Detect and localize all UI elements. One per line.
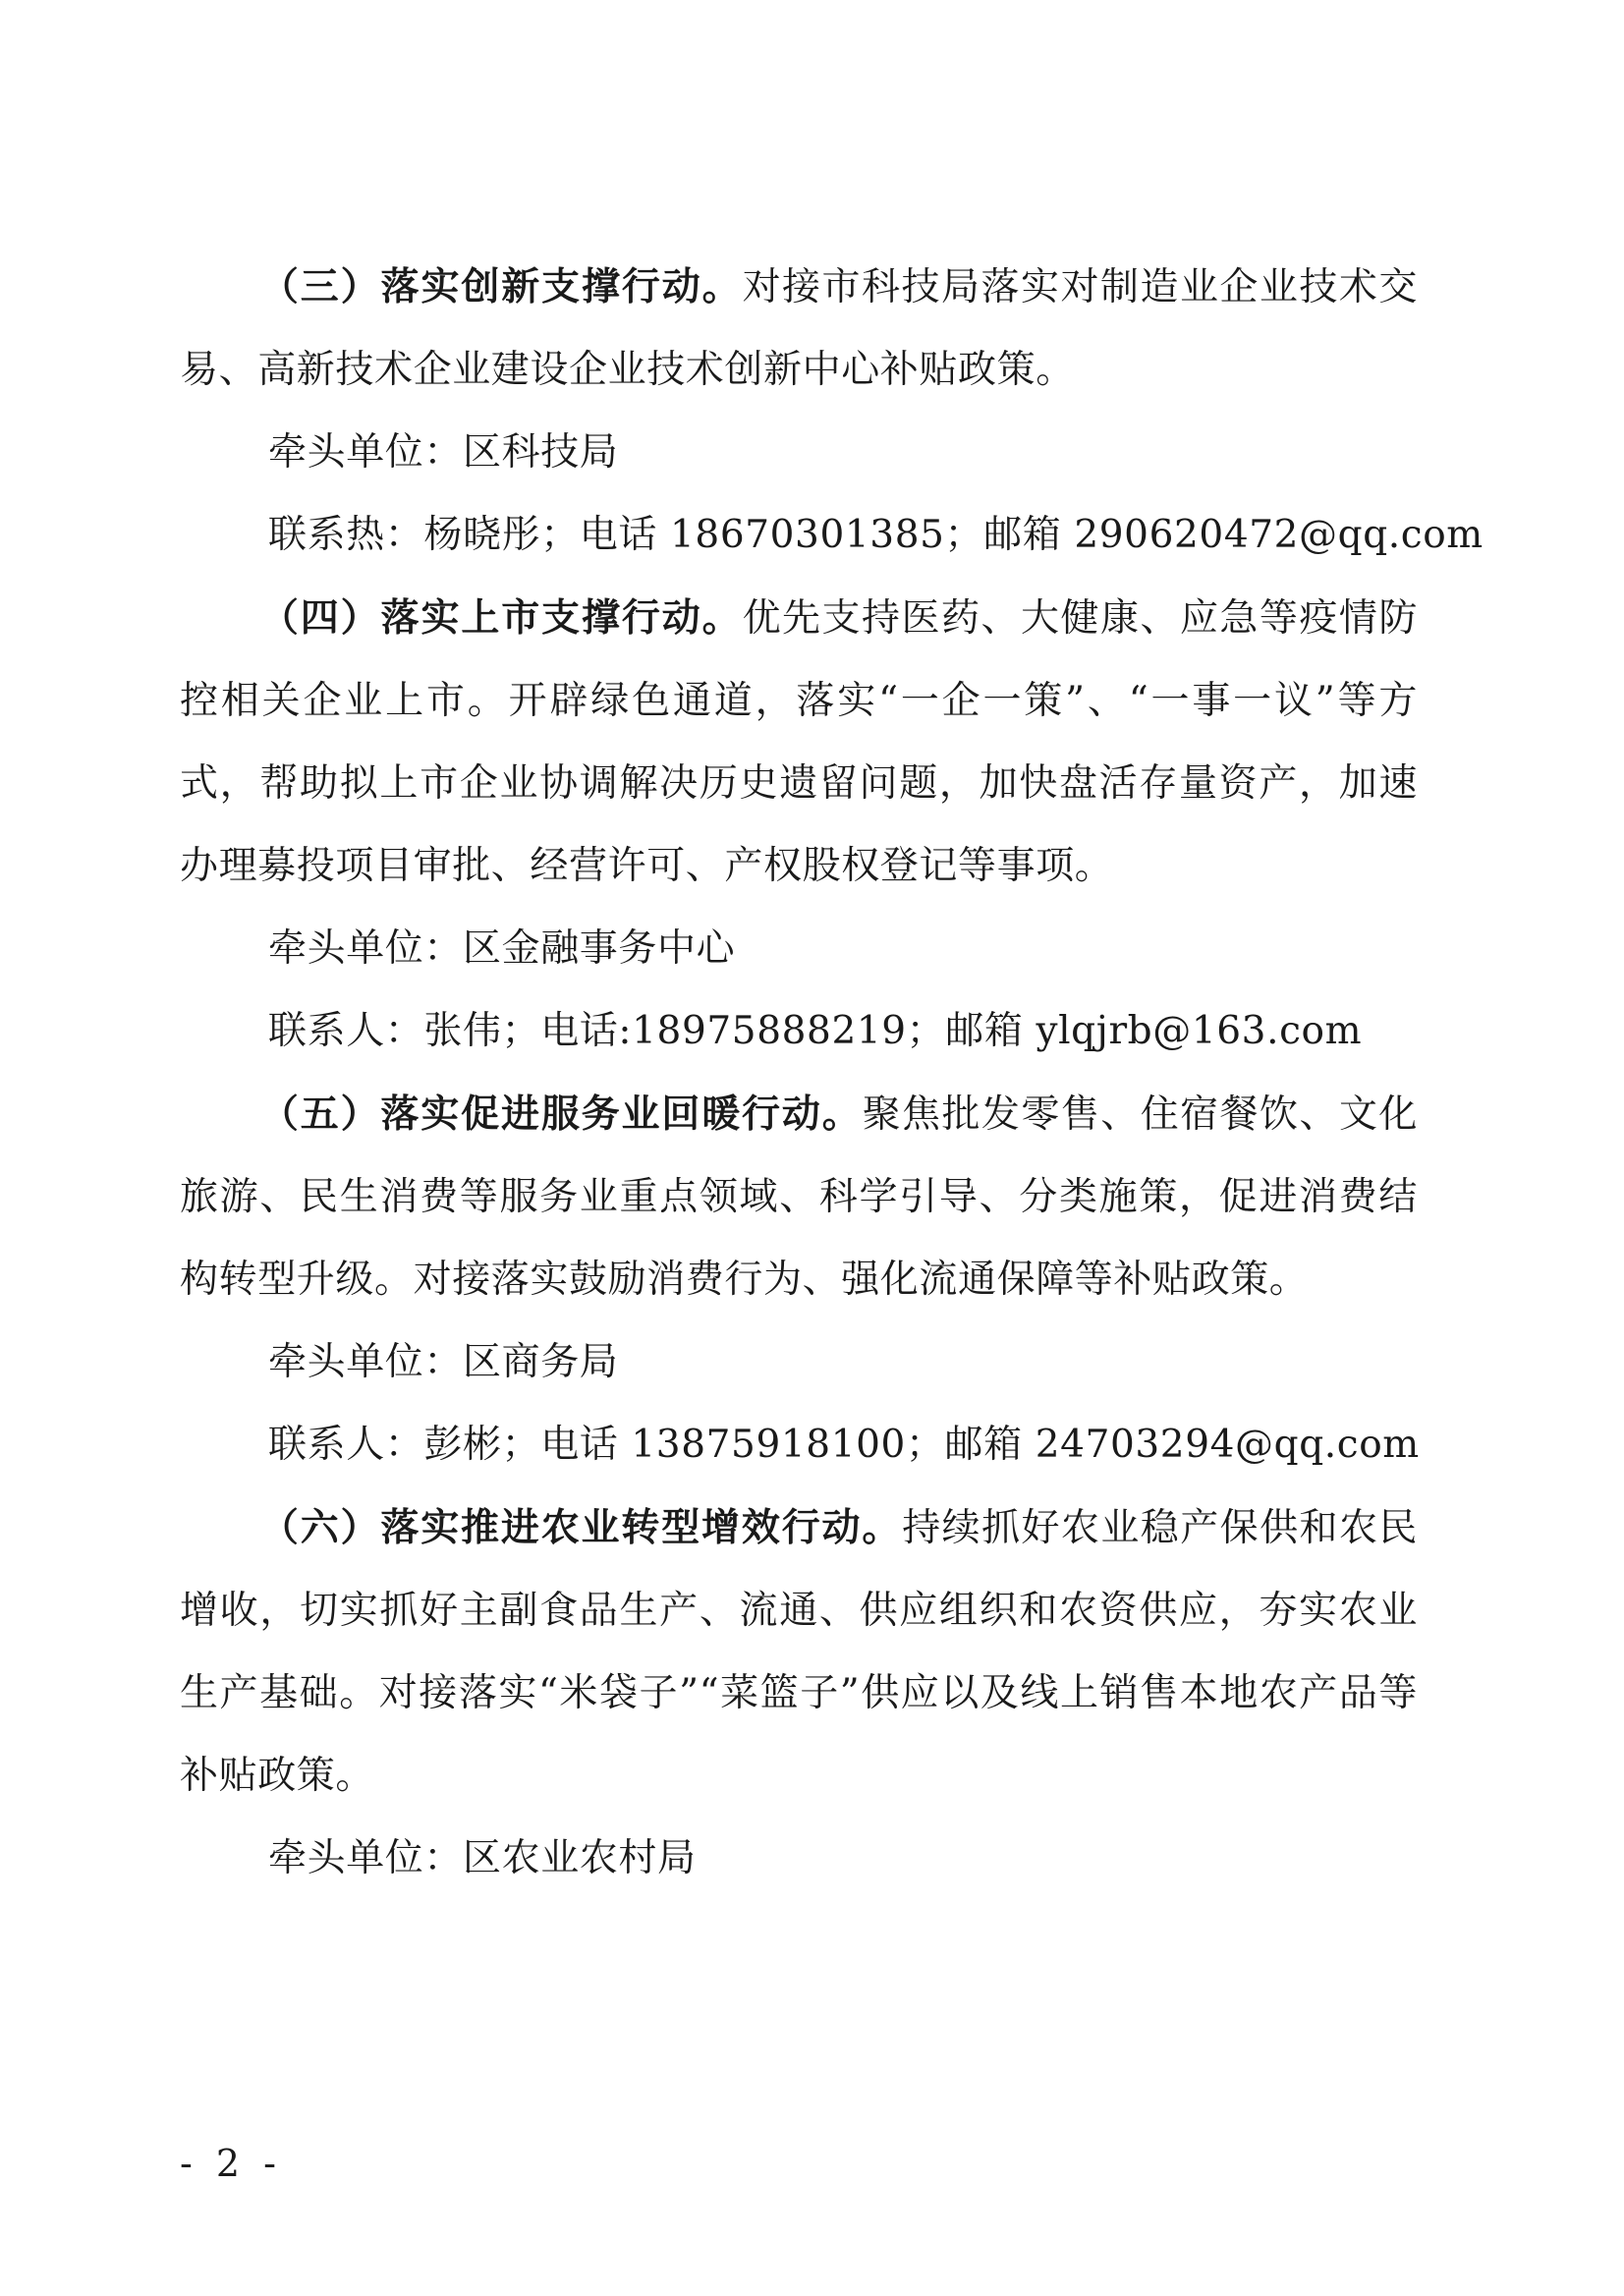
section-3-heading: （三）落实创新支撑行动。 bbox=[259, 264, 743, 309]
section-6-paragraph bbox=[180, 1486, 1418, 1818]
section-4-heading: （四）落实上市支撑行动。 bbox=[259, 595, 743, 641]
section-3-body: 对接市科技局落实对制造业企业技术交易、高新技术企业建设企业技术创新中心补贴政策。 bbox=[180, 265, 1418, 392]
section-5-body: 聚焦批发零售、住宿餐饮、文化旅游、民生消费等服务业重点领域、科学引导、分类施策，促进消费结构转型升级。对接落实鼓励消费行为、强化流通保障等补贴政策。 bbox=[180, 1092, 1418, 1302]
document-body bbox=[180, 246, 1484, 1900]
section-6-heading: （六）落实推进农业转型增效行动。 bbox=[259, 1505, 903, 1550]
section-6-body: 持续抓好农业稳产保供和农民增收，切实抓好主副食品生产、流通、供应组织和农资供应，夯实农业生产基础。对接落实“米袋子”“菜篮子”供应以及线上销售本地农产品等补贴政策。 bbox=[180, 1506, 1418, 1798]
page-number: - 2 - bbox=[180, 2142, 283, 2185]
section-5-paragraph bbox=[180, 1073, 1418, 1321]
section-3-contact: 联系热：杨晓彤；电话 18670301385；邮箱 290620472@qq.com bbox=[268, 513, 1484, 557]
section-4-contact: 联系人：张伟；电话:18975888219；邮箱 ylqjrb@163.com bbox=[268, 1009, 1363, 1053]
section-4-lead-unit: 牵头单位：区金融事务中心 bbox=[268, 926, 736, 971]
section-5-lead-unit: 牵头单位：区商务局 bbox=[268, 1340, 619, 1384]
section-5-heading: （五）落实促进服务业回暖行动。 bbox=[259, 1092, 863, 1137]
section-6-lead-unit: 牵头单位：区农业农村局 bbox=[268, 1836, 697, 1880]
section-3-paragraph bbox=[180, 246, 1418, 412]
section-3-lead-unit: 牵头单位：区科技局 bbox=[268, 430, 619, 475]
section-5-contact: 联系人：彭彬；电话 13875918100；邮箱 24703294@qq.com bbox=[268, 1423, 1420, 1467]
section-4-paragraph bbox=[180, 577, 1418, 908]
section-4-body: 优先支持医药、大健康、应急等疫情防控相关企业上市。开辟绿色通道，落实“一企一策”、“一事一议”等方式，帮助拟上市企业协调解决历史遗留问题，加快盘活存量资产，加速办理募投项目审批、经营许可、产权股权登记等事项。 bbox=[180, 596, 1418, 888]
